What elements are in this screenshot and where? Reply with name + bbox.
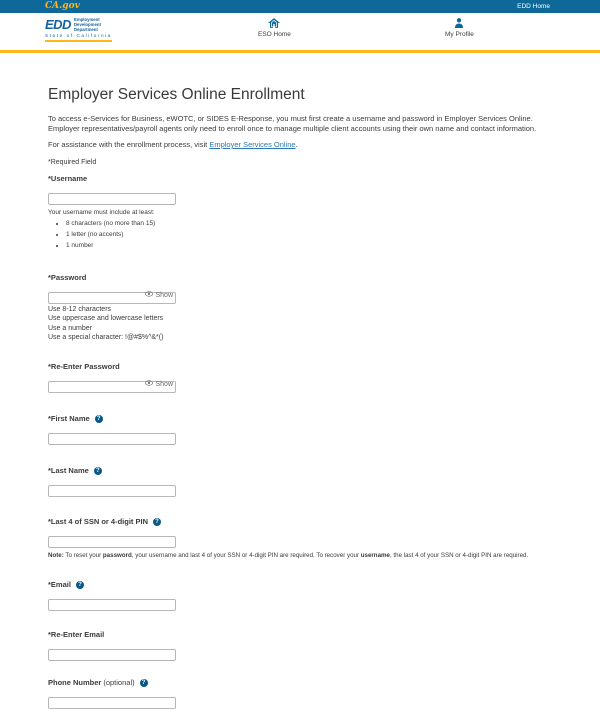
intro-paragraph: To access e-Services for Business, eWOTC, or SIDES E-Response, you must first create a username and password in Employer Services Online. Employer representatives/payroll agents only need to enroll once to manage multiple client accounts using their own name and contact information. [48, 114, 537, 133]
ssn-note [48, 552, 552, 559]
home-icon [268, 18, 280, 28]
username-hint-title: Your username must include at least: [48, 209, 155, 216]
password-group [48, 273, 552, 342]
password-label: *Password [48, 273, 87, 282]
username-rule: • 8 characters (no more than 15) [66, 220, 552, 227]
email-group [48, 580, 552, 611]
help-icon[interactable]: ? [76, 581, 84, 589]
eye-icon [145, 291, 153, 299]
edd-logo[interactable] [45, 18, 112, 42]
note-part-bold: password [102, 552, 132, 559]
edd-logo-line: Development [73, 21, 101, 27]
phone-input[interactable] [48, 697, 176, 709]
page-title: Employer Services Online Enrollment [48, 86, 305, 103]
reenter-password-label: *Re-Enter Password [48, 362, 120, 371]
show-password-label: Show [155, 380, 173, 388]
note-part-bold: Note: [48, 552, 64, 559]
phone-group [48, 678, 552, 709]
password-rule: Use 8-12 characters [48, 305, 112, 313]
edd-logo-text: EDD [45, 17, 71, 32]
site-header [0, 13, 600, 50]
note-part: , your username and last 4 of your SSN or 4-digit PIN are required. To recover your [131, 552, 361, 559]
first-name-input[interactable] [48, 433, 176, 445]
last-name-input[interactable] [48, 485, 176, 497]
note-part-bold: username [360, 552, 390, 559]
password-rule: Use a number [48, 324, 92, 332]
phone-optional-label: (optional) [103, 678, 135, 687]
show-password-button[interactable] [145, 291, 173, 299]
username-rule: • 1 letter (no accents) [66, 231, 552, 238]
password-rule: Use uppercase and lowercase letters [48, 315, 164, 322]
last-name-group [48, 466, 552, 497]
password-rule: Use a special character: !@#$%^&*() [48, 334, 164, 341]
help-icon[interactable]: ? [153, 518, 161, 526]
edd-logo-state-text: State of California [45, 33, 112, 42]
note-part: To reset your [63, 552, 103, 559]
phone-label: Phone Number [48, 678, 102, 687]
first-name-label: *First Name [48, 414, 90, 423]
edd-logo-row [45, 18, 112, 32]
password-input-wrap [48, 286, 176, 304]
reenter-email-input[interactable] [48, 649, 176, 661]
email-input[interactable] [48, 599, 176, 611]
help-icon[interactable]: ? [140, 679, 148, 687]
eye-icon [145, 380, 153, 388]
person-icon [454, 18, 464, 28]
nav-eso-home[interactable] [258, 18, 291, 38]
email-label: *Email [48, 580, 71, 589]
main-content [0, 53, 600, 709]
help-icon[interactable]: ? [94, 467, 102, 475]
password-rules [48, 305, 552, 343]
employer-services-online-link[interactable]: Employer Services Online [209, 140, 296, 149]
assistance-text-suffix: . [295, 140, 298, 149]
username-rules-list [66, 220, 552, 249]
show-reenter-password-button[interactable] [145, 380, 173, 388]
last-name-label: *Last Name [48, 466, 89, 475]
assistance-line [48, 140, 552, 149]
show-password-label: Show [155, 291, 173, 299]
nav-eso-home-label: ESO Home [258, 31, 291, 38]
required-field-legend: *Required Field [48, 159, 97, 166]
assistance-text-prefix: For assistance with the enrollment process, visit [48, 140, 210, 149]
nav-my-profile-label: My Profile [445, 31, 474, 38]
nav-my-profile[interactable] [445, 18, 474, 38]
reenter-password-input-wrap [48, 375, 176, 393]
username-rule: • 1 number [66, 242, 552, 249]
username-input[interactable] [48, 193, 176, 205]
edd-logo-line: Department [73, 26, 98, 32]
edd-logo-line: Employment [73, 17, 100, 22]
reenter-email-group [48, 630, 552, 661]
ssn-pin-input[interactable] [48, 536, 176, 548]
edd-logo-department-lines [74, 18, 101, 32]
ssn-pin-label: *Last 4 of SSN or 4-digit PIN [48, 517, 149, 526]
ssn-pin-group [48, 517, 552, 559]
utility-bar [0, 0, 600, 13]
ca-gov-logo[interactable]: CA.gov [45, 1, 80, 11]
reenter-password-group [48, 362, 552, 393]
edd-home-link[interactable]: EDD Home [517, 3, 550, 10]
first-name-group [48, 414, 552, 445]
username-group [48, 174, 552, 249]
note-part: , the last 4 of your SSN or 4-digit PIN are required. [389, 552, 529, 559]
reenter-email-label: *Re-Enter Email [48, 630, 105, 639]
help-icon[interactable]: ? [95, 415, 103, 423]
username-label: *Username [48, 174, 88, 183]
